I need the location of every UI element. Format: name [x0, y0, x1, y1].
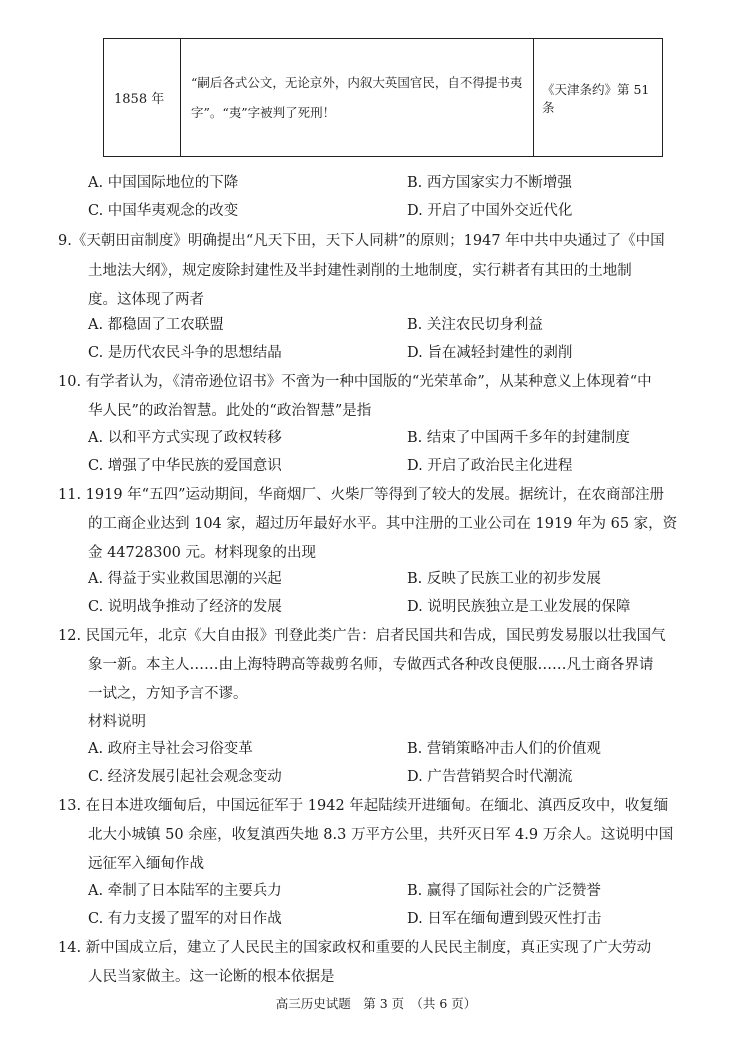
q14-stem-line2: 人民当家做主。这一论断的根本依据是	[88, 969, 335, 985]
q13-stem-line2: 北大小城镇 50 余座，收复滇西失地 8.3 万平方公里，共歼灭日军 4.9 万余人。这说明中国	[88, 827, 674, 843]
q13-option-d: D. 日军在缅甸遭到毁灭性打击	[407, 911, 602, 927]
q11-stem-line3: 金 44728300 元。材料现象的出现	[88, 545, 317, 561]
q12-stem-line4: 材料说明	[88, 714, 146, 730]
q13-option-a: A. 牵制了日本陆军的主要兵力	[88, 883, 282, 899]
q8-option-a: A. 中国国际地位的下降	[88, 175, 239, 191]
q11-option-d: D. 说明民族独立是工业发展的保障	[407, 599, 631, 615]
q10-option-b: B. 结束了中国两千多年的封建制度	[407, 430, 630, 446]
q10-stem-line2: 华人民”的政治智慧。此处的“政治智慧”是指	[88, 403, 372, 419]
q10-option-d: D. 开启了政治民主化进程	[407, 458, 573, 474]
q10-option-c: C. 增强了中华民族的爱国意识	[88, 458, 282, 474]
table-quote-line: 字”。“夷”字被判了死刑！	[191, 104, 336, 120]
table-quote-cell	[181, 39, 534, 156]
q12-option-b: B. 营销策略冲击人们的价值观	[407, 741, 601, 757]
q12-stem-line3: 一试之，方知予言不谬。	[88, 686, 248, 702]
q9-option-d: D. 旨在减轻封建性的剥削	[407, 345, 573, 361]
table-source-cell: 《天津条约》第 51 条	[542, 81, 650, 115]
q13-option-b: B. 赢得了国际社会的广泛赞誉	[407, 883, 601, 899]
q11-stem-line2: 的工商企业达到 104 家，超过历年最好水平。其中注册的工业公司在 1919 年为 65 家，资	[88, 516, 678, 532]
q11-option-b: B. 反映了民族工业的初步发展	[407, 571, 601, 587]
q11-stem-line1: 11. 1919 年“五四”运动期间，华商烟厂、火柴厂等得到了较大的发展。据统计，在农商部注册	[58, 487, 665, 503]
q14-stem-line1: 14. 新中国成立后，建立了人民民主的国家政权和重要的人民民主制度，真正实现了广大劳动	[58, 940, 652, 956]
q9-option-a: A. 都稳固了工农联盟	[88, 317, 224, 333]
q11-option-a: A. 得益于实业救国思潮的兴起	[88, 571, 282, 587]
q13-stem-line1: 13. 在日本进攻缅甸后，中国远征军于 1942 年起陆续开进缅甸。在缅北、滇西反攻中，收复缅	[58, 798, 669, 814]
q8-option-c: C. 中国华夷观念的改变	[88, 203, 239, 219]
table-quote-line: “嗣后各式公文，无论京外，内叙大英国官民，自不得提书夷	[191, 74, 523, 90]
q8-option-d: D. 开启了中国外交近代化	[407, 203, 573, 219]
q9-stem-line1: 9.《天朝田亩制度》明确提出“凡天下田，天下人同耕”的原则；1947 年中共中央通过了《中国	[58, 233, 665, 249]
q12-option-c: C. 经济发展引起社会观念变动	[88, 769, 282, 785]
q13-stem-line3: 远征军入缅甸作战	[88, 856, 204, 872]
q9-option-b: B. 关注农民切身利益	[407, 317, 543, 333]
quote-table-row	[103, 38, 663, 157]
q9-stem-line2: 土地法大纲》，规定废除封建性及半封建性剥削的土地制度，实行耕者有其田的土地制	[88, 263, 632, 279]
q12-option-a: A. 政府主导社会习俗变革	[88, 741, 253, 757]
q11-option-c: C. 说明战争推动了经济的发展	[88, 599, 282, 615]
q8-option-b: B. 西方国家实力不断增强	[407, 175, 572, 191]
q10-option-a: A. 以和平方式实现了政权转移	[88, 430, 282, 446]
q12-option-d: D. 广告营销契合时代潮流	[407, 769, 573, 785]
q9-option-c: C. 是历代农民斗争的思想结晶	[88, 345, 282, 361]
page-footer: 高三历史试题 第 3 页 （共 6 页）	[275, 996, 477, 1011]
q9-stem-line3: 度。这体现了两者	[88, 292, 204, 308]
q10-stem-line1: 10. 有学者认为，《清帝逊位诏书》不啻为一种中国版的“光荣革命”，从某种意义上体现着“中	[58, 374, 652, 390]
q12-stem-line1: 12. 民国元年，北京《大自由报》刊登此类广告：启者民国共和告成，国民剪发易服以壮我国气	[58, 628, 666, 644]
q13-option-c: C. 有力支援了盟军的对日作战	[88, 911, 282, 927]
table-year-cell: 1858 年	[104, 39, 181, 156]
q12-stem-line2: 象一新。本主人……由上海特聘高等裁剪名师，专做西式各种改良便服……凡士商各界请	[88, 657, 654, 673]
